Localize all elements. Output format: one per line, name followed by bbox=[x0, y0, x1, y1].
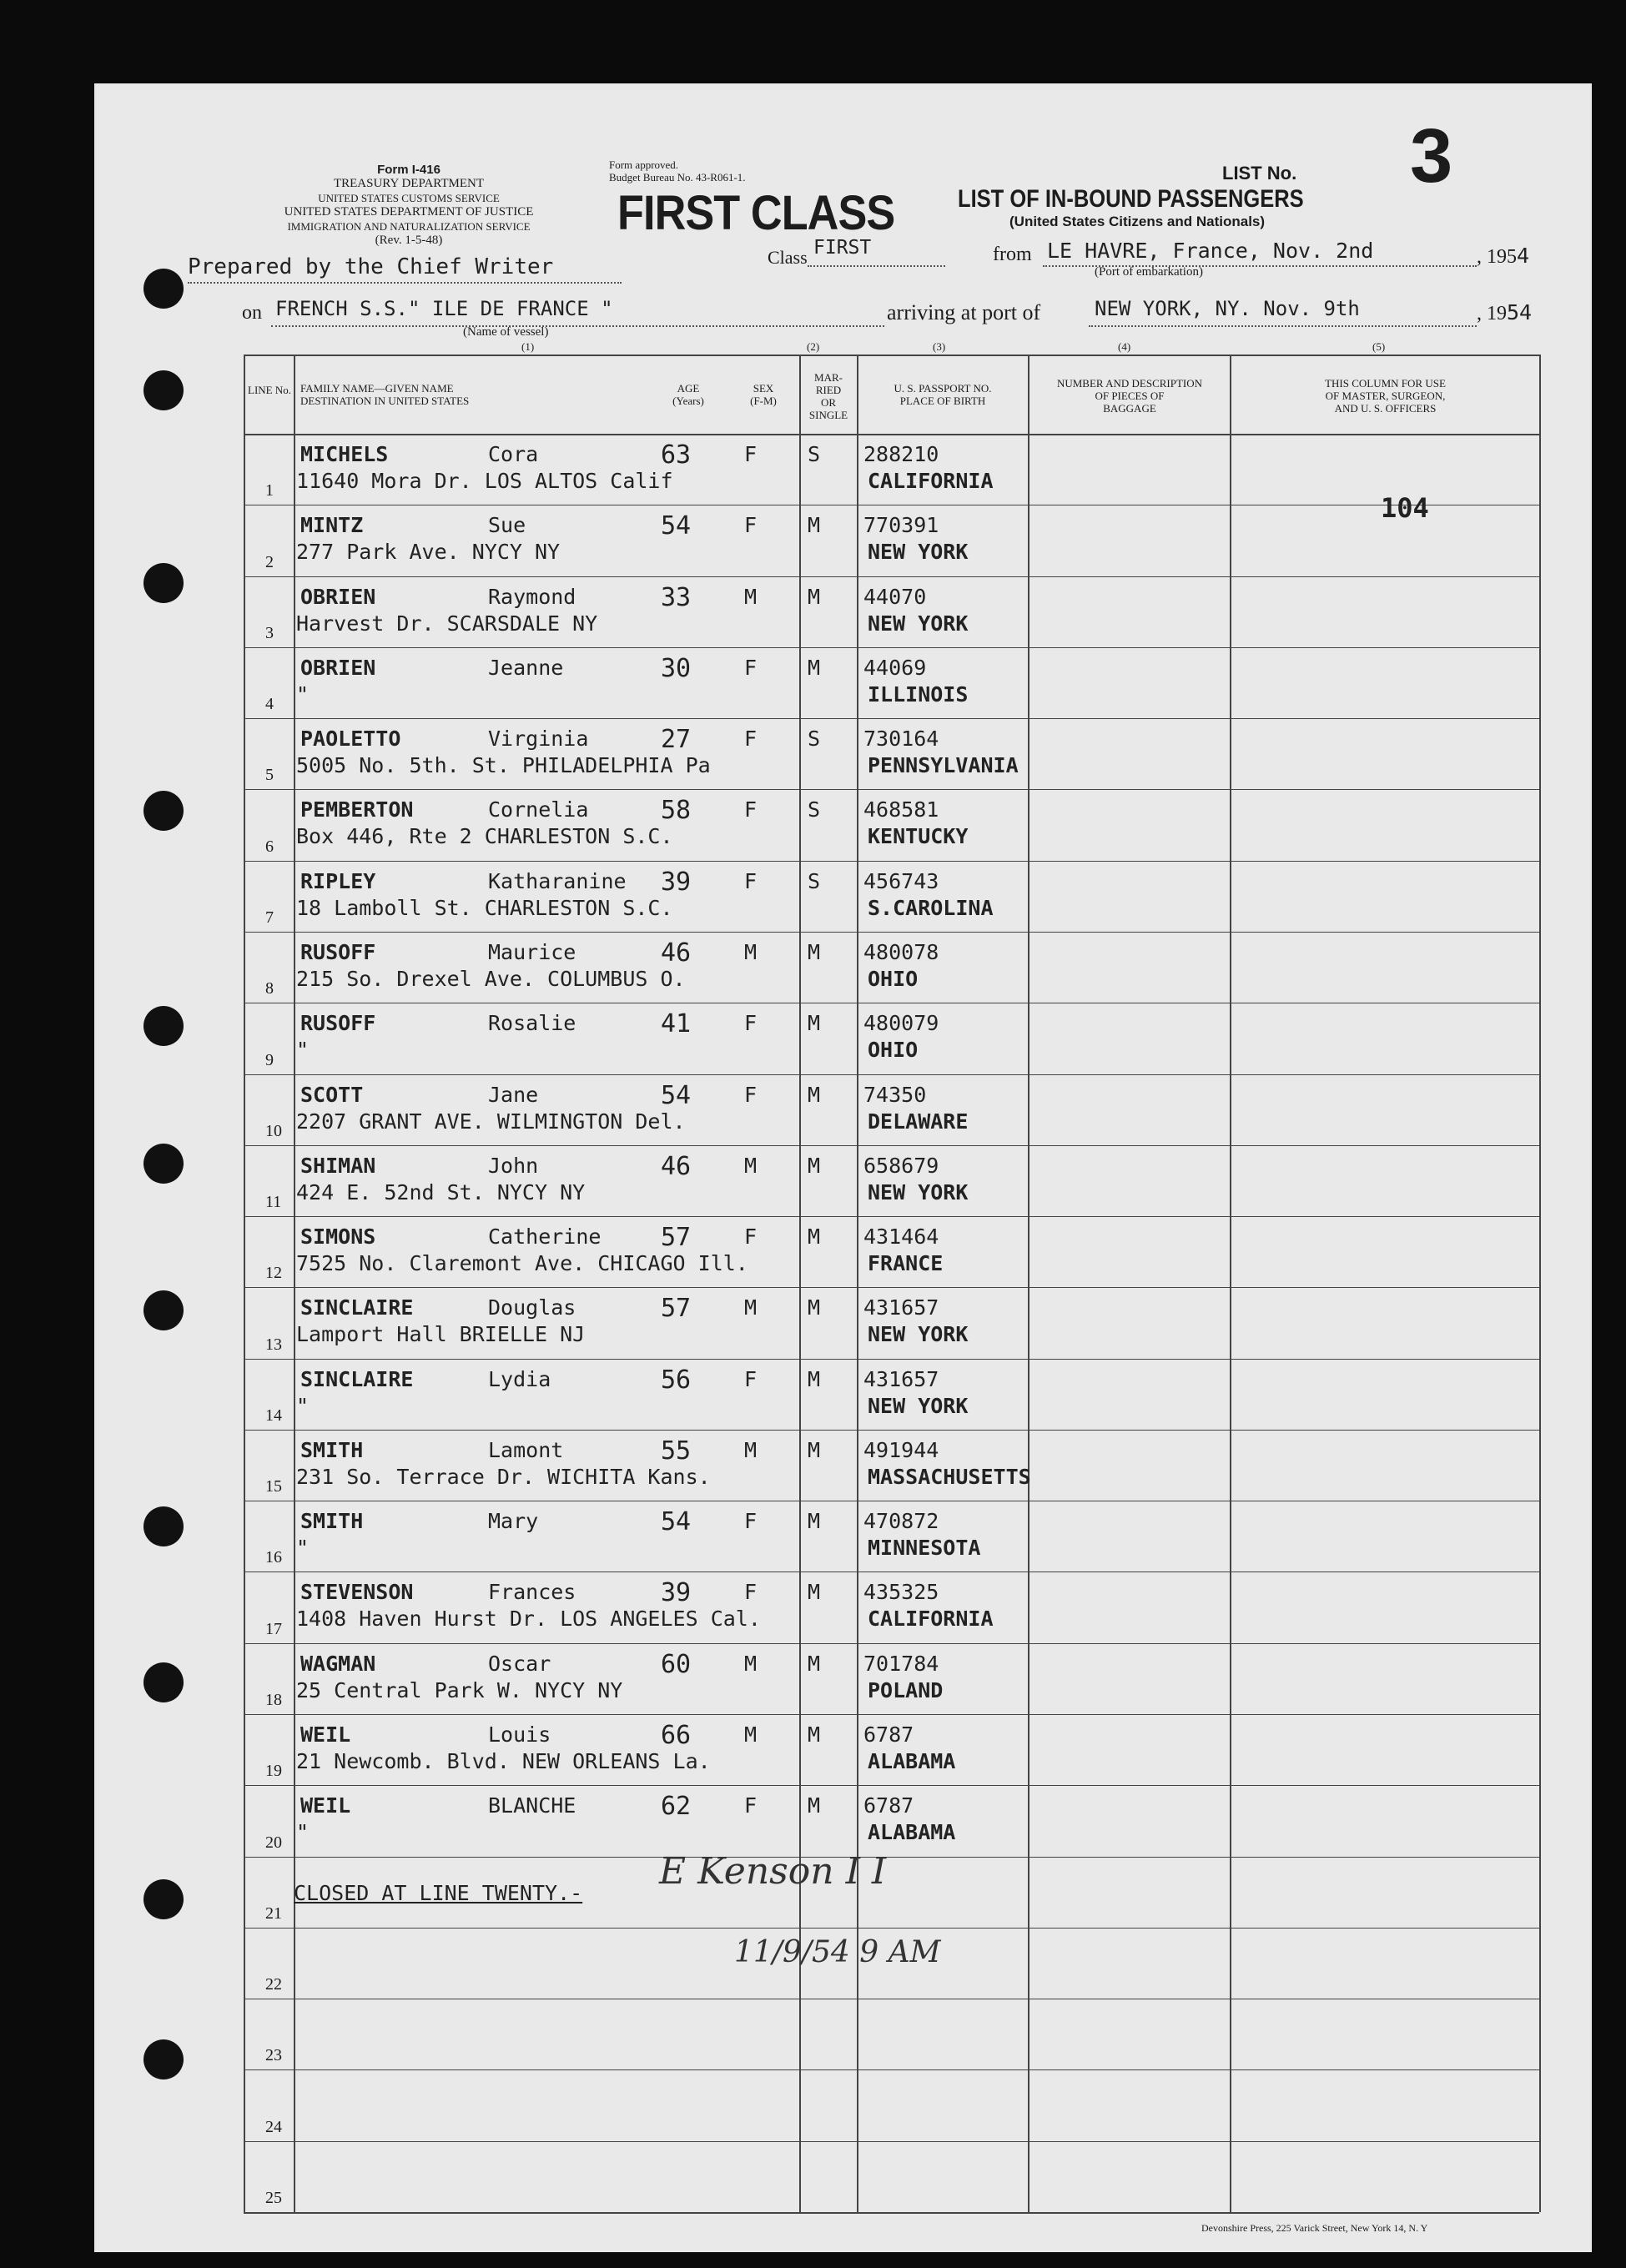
age: 66 bbox=[661, 1721, 692, 1750]
punch-hole-1 bbox=[143, 269, 184, 309]
punch-hole-2 bbox=[143, 370, 184, 410]
ins-label: IMMIGRATION AND NATURALIZATION SERVICE bbox=[287, 220, 531, 233]
col-num-1: (1) bbox=[521, 340, 535, 353]
destination: 7525 No. Claremont Ave. CHICAGO Ill. bbox=[296, 1251, 748, 1275]
line-number: 8 bbox=[265, 979, 274, 998]
header-married: MAR- RIED OR SINGLE bbox=[808, 371, 848, 421]
passport-number: 6787 bbox=[863, 1722, 914, 1747]
age: 33 bbox=[661, 583, 692, 612]
place-of-birth: CALIFORNIA bbox=[868, 469, 994, 493]
given-name: Cora bbox=[488, 442, 539, 466]
place-of-birth: NEW YORK bbox=[868, 611, 969, 636]
list-number: 3 bbox=[1410, 113, 1453, 199]
destination: 11640 Mora Dr. LOS ALTOS Calif bbox=[296, 469, 673, 493]
approved-label: Form approved. bbox=[609, 158, 679, 171]
sex: F bbox=[744, 869, 758, 893]
destination: 215 So. Drexel Ave. COLUMBUS O. bbox=[296, 967, 686, 991]
destination: 424 E. 52nd St. NYCY NY bbox=[296, 1180, 586, 1204]
family-name: OBRIEN bbox=[300, 656, 376, 680]
sex: F bbox=[744, 1793, 758, 1818]
given-name: Douglas bbox=[488, 1295, 576, 1320]
destination: " bbox=[296, 682, 310, 707]
family-name: WAGMAN bbox=[300, 1652, 376, 1676]
marital-status: M bbox=[808, 1509, 821, 1533]
age: 54 bbox=[661, 1081, 692, 1110]
given-name: Lamont bbox=[488, 1438, 564, 1462]
destination: Harvest Dr. SCARSDALE NY bbox=[296, 611, 598, 636]
from-label: from bbox=[993, 244, 1032, 265]
given-name: Raymond bbox=[488, 585, 576, 609]
given-name: John bbox=[488, 1154, 539, 1178]
marital-status: M bbox=[808, 1295, 821, 1320]
marital-status: M bbox=[808, 1154, 821, 1178]
line-number: 17 bbox=[265, 1620, 282, 1638]
family-name: MINTZ bbox=[300, 513, 364, 537]
family-name: PAOLETTO bbox=[300, 727, 401, 751]
punch-hole-10 bbox=[143, 1879, 184, 1919]
given-name: Catherine bbox=[488, 1225, 602, 1249]
place-of-birth: ALABAMA bbox=[868, 1820, 956, 1844]
passport-number: 74350 bbox=[863, 1083, 927, 1107]
line-number: 16 bbox=[265, 1548, 282, 1566]
budget-label: Budget Bureau No. 43-R061-1. bbox=[609, 171, 746, 184]
marital-status: M bbox=[808, 585, 821, 609]
sex: M bbox=[744, 1154, 758, 1178]
family-name: RUSOFF bbox=[300, 940, 376, 964]
given-name: Cornelia bbox=[488, 797, 589, 822]
marital-status: S bbox=[808, 869, 821, 893]
marital-status: M bbox=[808, 1438, 821, 1462]
line-number: 24 bbox=[265, 2118, 282, 2136]
customs-label: UNITED STATES CUSTOMS SERVICE bbox=[318, 192, 500, 204]
passport-number: 431464 bbox=[863, 1225, 939, 1249]
passport-number: 701784 bbox=[863, 1652, 939, 1676]
line-number: 23 bbox=[265, 2046, 282, 2064]
age: 55 bbox=[661, 1436, 692, 1466]
age: 58 bbox=[661, 796, 692, 825]
passport-number: 658679 bbox=[863, 1154, 939, 1178]
col-num-3: (3) bbox=[933, 340, 946, 353]
destination: 231 So. Terrace Dr. WICHITA Kans. bbox=[296, 1465, 711, 1489]
col-num-2: (2) bbox=[807, 340, 820, 353]
age: 39 bbox=[661, 1578, 692, 1607]
port-of-embarkation: LE HAVRE, France, Nov. 2nd bbox=[1047, 239, 1374, 263]
line-number: 15 bbox=[265, 1477, 282, 1496]
sex: F bbox=[744, 797, 758, 822]
sex: F bbox=[744, 1083, 758, 1107]
age: 57 bbox=[661, 1223, 692, 1252]
family-name: SIMONS bbox=[300, 1225, 376, 1249]
marital-status: M bbox=[808, 1225, 821, 1249]
passport-number: 44069 bbox=[863, 656, 927, 680]
line-number: 14 bbox=[265, 1406, 282, 1425]
age: 57 bbox=[661, 1294, 692, 1323]
passport-number: 770391 bbox=[863, 513, 939, 537]
family-name: RUSOFF bbox=[300, 1011, 376, 1035]
destination: " bbox=[296, 1820, 310, 1844]
age: 54 bbox=[661, 1507, 692, 1536]
destination: 2207 GRANT AVE. WILMINGTON Del. bbox=[296, 1109, 686, 1134]
inspector-signature: E Kenson I I bbox=[659, 1850, 887, 1893]
form-number: Form I-416 bbox=[377, 163, 440, 177]
form-subtitle: (United States Citizens and Nationals) bbox=[1009, 214, 1266, 229]
punch-hole-6 bbox=[143, 1144, 184, 1184]
punch-hole-3 bbox=[143, 563, 184, 603]
line-number: 12 bbox=[265, 1264, 282, 1282]
age: 54 bbox=[661, 511, 692, 541]
on-label: on bbox=[242, 302, 262, 324]
given-name: Frances bbox=[488, 1580, 576, 1604]
vessel-name: FRENCH S.S." ILE DE FRANCE " bbox=[275, 297, 613, 320]
line-number: 10 bbox=[265, 1122, 282, 1140]
place-of-birth: PENNSYLVANIA bbox=[868, 753, 1019, 777]
vessel-note: (Name of vessel) bbox=[463, 325, 549, 339]
destination: 1408 Haven Hurst Dr. LOS ANGELES Cal. bbox=[296, 1607, 761, 1631]
place-of-birth: POLAND bbox=[868, 1678, 944, 1702]
treasury-label: TREASURY DEPARTMENT bbox=[333, 177, 485, 190]
place-of-birth: MINNESOTA bbox=[868, 1536, 981, 1560]
age: 46 bbox=[661, 1152, 692, 1181]
family-name: SINCLAIRE bbox=[300, 1295, 414, 1320]
officer-note: 104 bbox=[1381, 492, 1429, 524]
closed-at-line: CLOSED AT LINE TWENTY.- bbox=[294, 1881, 583, 1905]
passport-number: 730164 bbox=[863, 727, 939, 751]
place-of-birth: FRANCE bbox=[868, 1251, 944, 1275]
marital-status: M bbox=[808, 1722, 821, 1747]
age: 56 bbox=[661, 1365, 692, 1395]
marital-status: M bbox=[808, 1011, 821, 1035]
marital-status: M bbox=[808, 1580, 821, 1604]
line-number: 13 bbox=[265, 1335, 282, 1354]
place-of-birth: ALABAMA bbox=[868, 1749, 956, 1773]
justice-label: UNITED STATES DEPARTMENT OF JUSTICE bbox=[284, 205, 534, 219]
given-name: Oscar bbox=[488, 1652, 551, 1676]
year-2: , 1954 bbox=[1477, 300, 1533, 324]
family-name: OBRIEN bbox=[300, 585, 376, 609]
family-name: STEVENSON bbox=[300, 1580, 414, 1604]
age: 63 bbox=[661, 440, 692, 470]
family-name: SMITH bbox=[300, 1438, 364, 1462]
destination: " bbox=[296, 1038, 310, 1062]
age: 41 bbox=[661, 1009, 692, 1038]
punch-hole-8 bbox=[143, 1506, 184, 1546]
passport-number: 431657 bbox=[863, 1295, 939, 1320]
sex: M bbox=[744, 1438, 758, 1462]
given-name: Katharanine bbox=[488, 869, 627, 893]
punch-hole-5 bbox=[143, 1006, 184, 1046]
class-value: FIRST bbox=[813, 237, 872, 259]
destination: 5005 No. 5th. St. PHILADELPHIA Pa bbox=[296, 753, 711, 777]
age: 30 bbox=[661, 654, 692, 683]
line-number: 9 bbox=[265, 1051, 274, 1069]
destination: 18 Lamboll St. CHARLESTON S.C. bbox=[296, 896, 673, 920]
family-name: MICHELS bbox=[300, 442, 389, 466]
place-of-birth: S.CAROLINA bbox=[868, 896, 994, 920]
sex: M bbox=[744, 1652, 758, 1676]
place-of-birth: ILLINOIS bbox=[868, 682, 969, 707]
col-num-5: (5) bbox=[1372, 340, 1386, 353]
family-name: SCOTT bbox=[300, 1083, 364, 1107]
sex: F bbox=[744, 1011, 758, 1035]
sex: F bbox=[744, 1580, 758, 1604]
line-number: 20 bbox=[265, 1833, 282, 1852]
passport-number: 288210 bbox=[863, 442, 939, 466]
place-of-birth: NEW YORK bbox=[868, 1322, 969, 1346]
destination: 21 Newcomb. Blvd. NEW ORLEANS La. bbox=[296, 1749, 711, 1773]
year-1: , 1954 bbox=[1477, 244, 1530, 268]
marital-status: M bbox=[808, 1083, 821, 1107]
destination: " bbox=[296, 1394, 310, 1418]
destination: 25 Central Park W. NYCY NY bbox=[296, 1678, 623, 1702]
sex: F bbox=[744, 442, 758, 466]
marital-status: M bbox=[808, 1652, 821, 1676]
given-name: Jeanne bbox=[488, 656, 564, 680]
passport-number: 6787 bbox=[863, 1793, 914, 1818]
passport-number: 435325 bbox=[863, 1580, 939, 1604]
sex: M bbox=[744, 940, 758, 964]
age: 60 bbox=[661, 1650, 692, 1679]
destination: " bbox=[296, 1536, 310, 1560]
given-name: Maurice bbox=[488, 940, 576, 964]
family-name: RIPLEY bbox=[300, 869, 376, 893]
family-name: WEIL bbox=[300, 1793, 351, 1818]
given-name: Jane bbox=[488, 1083, 539, 1107]
class-label: Class bbox=[768, 247, 808, 268]
header-name: FAMILY NAME—GIVEN NAME DESTINATION IN UNITED STATES bbox=[300, 382, 470, 407]
marital-status: M bbox=[808, 656, 821, 680]
line-number: 2 bbox=[265, 553, 274, 571]
line-number: 19 bbox=[265, 1762, 282, 1780]
revision-label: (Rev. 1-5-48) bbox=[375, 234, 443, 247]
line-number: 25 bbox=[265, 2189, 282, 2207]
sex: M bbox=[744, 1295, 758, 1320]
first-class-stamp: FIRST CLASS bbox=[617, 186, 895, 240]
header-line-no: LINE No. bbox=[248, 384, 291, 396]
place-of-birth: KENTUCKY bbox=[868, 824, 969, 848]
line-number: 7 bbox=[265, 908, 274, 927]
given-name: Lydia bbox=[488, 1367, 551, 1391]
line-number: 11 bbox=[265, 1193, 282, 1211]
form-agency-block bbox=[234, 163, 584, 248]
punch-hole-4 bbox=[143, 791, 184, 831]
place-of-birth: NEW YORK bbox=[868, 540, 969, 564]
marital-status: S bbox=[808, 727, 821, 751]
sex: F bbox=[744, 656, 758, 680]
sex: F bbox=[744, 1225, 758, 1249]
marital-status: M bbox=[808, 1793, 821, 1818]
punch-hole-9 bbox=[143, 1662, 184, 1702]
line-number: 18 bbox=[265, 1691, 282, 1709]
marital-status: S bbox=[808, 442, 821, 466]
punch-hole-11 bbox=[143, 2039, 184, 2079]
marital-status: S bbox=[808, 797, 821, 822]
age: 62 bbox=[661, 1792, 692, 1821]
family-name: SMITH bbox=[300, 1509, 364, 1533]
place-of-birth: OHIO bbox=[868, 967, 919, 991]
list-no-label: LIST No. bbox=[1222, 163, 1297, 184]
destination: Box 446, Rte 2 CHARLESTON S.C. bbox=[296, 824, 673, 848]
line-number: 1 bbox=[265, 481, 274, 500]
given-name: BLANCHE bbox=[488, 1793, 576, 1818]
sex: M bbox=[744, 585, 758, 609]
port-note: (Port of embarkation) bbox=[1095, 265, 1203, 279]
line-number: 6 bbox=[265, 837, 274, 856]
place-of-birth: OHIO bbox=[868, 1038, 919, 1062]
header-baggage: NUMBER AND DESCRIPTION OF PIECES OF BAGGAGE bbox=[1056, 377, 1203, 415]
marital-status: M bbox=[808, 940, 821, 964]
line-number: 22 bbox=[265, 1975, 282, 1994]
age: 46 bbox=[661, 938, 692, 968]
line-number: 21 bbox=[265, 1904, 282, 1923]
place-of-birth: NEW YORK bbox=[868, 1180, 969, 1204]
family-name: PEMBERTON bbox=[300, 797, 414, 822]
port-of-arrival: NEW YORK, NY. Nov. 9th bbox=[1095, 297, 1360, 320]
sex: F bbox=[744, 1509, 758, 1533]
marital-status: M bbox=[808, 1367, 821, 1391]
col-num-4: (4) bbox=[1118, 340, 1131, 353]
header-officers: THIS COLUMN FOR USE OF MASTER, SURGEON, AND U. S. OFFICERS bbox=[1325, 377, 1446, 415]
place-of-birth: MASSACHUSETTS bbox=[868, 1465, 1031, 1489]
sex: F bbox=[744, 727, 758, 751]
destination: Lamport Hall BRIELLE NJ bbox=[296, 1322, 586, 1346]
line-number: 4 bbox=[265, 695, 274, 713]
family-name: SINCLAIRE bbox=[300, 1367, 414, 1391]
passport-number: 44070 bbox=[863, 585, 927, 609]
place-of-birth: DELAWARE bbox=[868, 1109, 969, 1134]
passport-number: 480079 bbox=[863, 1011, 939, 1035]
passport-number: 468581 bbox=[863, 797, 939, 822]
family-name: WEIL bbox=[300, 1722, 351, 1747]
passport-number: 480078 bbox=[863, 940, 939, 964]
header-sex: SEX (F-M) bbox=[750, 382, 777, 407]
passport-number: 456743 bbox=[863, 869, 939, 893]
sex: M bbox=[744, 1722, 758, 1747]
header-passport: U. S. PASSPORT NO. PLACE OF BIRTH bbox=[894, 382, 992, 407]
passport-number: 431657 bbox=[863, 1367, 939, 1391]
line-number: 5 bbox=[265, 766, 274, 784]
arriving-label: arriving at port of bbox=[887, 300, 1041, 324]
given-name: Rosalie bbox=[488, 1011, 576, 1035]
form-title: LIST OF IN-BOUND PASSENGERS bbox=[958, 185, 1304, 213]
passport-number: 470872 bbox=[863, 1509, 939, 1533]
sex: F bbox=[744, 1367, 758, 1391]
printer-footer: Devonshire Press, 225 Varick Street, New York 14, N. Y bbox=[1201, 2222, 1428, 2234]
signature-date: 11/9/54 9 AM bbox=[734, 1935, 941, 1969]
header-age: AGE (Years) bbox=[672, 382, 704, 407]
punch-hole-7 bbox=[143, 1290, 184, 1330]
age: 27 bbox=[661, 725, 692, 754]
passport-number: 491944 bbox=[863, 1438, 939, 1462]
destination: 277 Park Ave. NYCY NY bbox=[296, 540, 561, 564]
given-name: Sue bbox=[488, 513, 526, 537]
family-name: SHIMAN bbox=[300, 1154, 376, 1178]
given-name: Virginia bbox=[488, 727, 589, 751]
age: 39 bbox=[661, 867, 692, 897]
place-of-birth: CALIFORNIA bbox=[868, 1607, 994, 1631]
line-number: 3 bbox=[265, 624, 274, 642]
prepared-by: Prepared by the Chief Writer bbox=[188, 254, 554, 279]
given-name: Louis bbox=[488, 1722, 551, 1747]
approval-block bbox=[609, 158, 746, 184]
place-of-birth: NEW YORK bbox=[868, 1394, 969, 1418]
marital-status: M bbox=[808, 513, 821, 537]
sex: F bbox=[744, 513, 758, 537]
given-name: Mary bbox=[488, 1509, 539, 1533]
